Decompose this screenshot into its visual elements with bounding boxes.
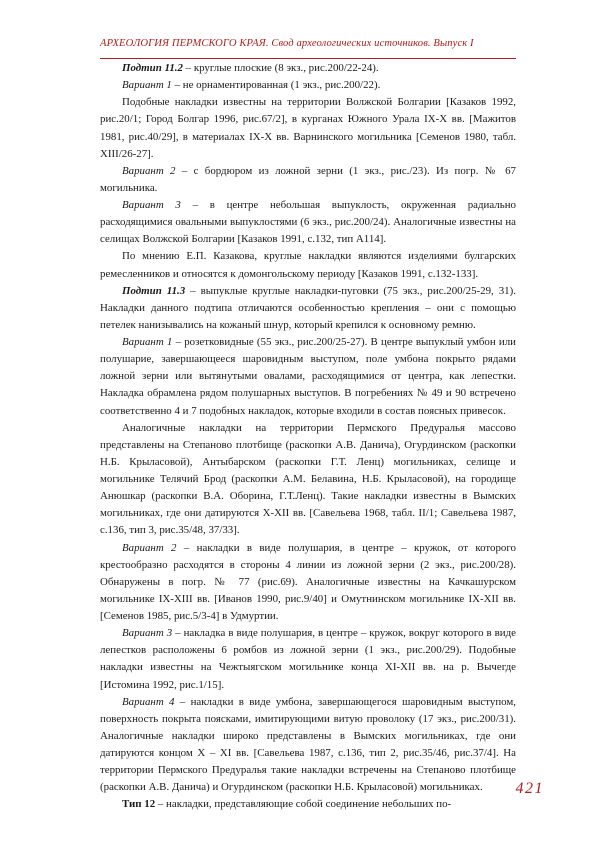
paragraph-text: – накладки в виде умбона, завершающегося шаровидным выступом, поверхность покрыта поясками, имитирующими витую проволоку (17 экз., рис.200/31). Аналогичные накладки широко представлены в Вымских могильниках, где они датируются концом X – XI вв. [Савельева 1987, с.136, тип 2, рис.35/46, рис.37/4]. На территории Пермского Предуралья такие накладки встречены на Степаново плотбище (раскопки А.В. Данича) и Огурдинском (раскопки Н.Б. Крыласовой) могильниках. bbox=[100, 695, 516, 794]
paragraph bbox=[100, 796, 516, 813]
paragraph-label: Подтип 11.3 bbox=[122, 284, 186, 297]
paragraph-text: – выпуклые круглые накладки-пуговки (75 экз., рис.200/25-29, 31). Накладки данного подтипа отличаются особенностью крепления – они с помощью петелек нанизывались на кожаный шнур, который крепился к основному ремню. bbox=[100, 284, 516, 331]
paragraph-text: – розетковидные (55 экз., рис.200/25-27). В центре выпуклый умбон или полушарие, завершающееся шаровидным выступом, поле умбона покрыто рядами ложной зерни или вытянутыми овалами, расходящимися от центра, как лепестки. Накладка обрамлена рядом полушарных выступов. В погребениях № 49 и 90 встречено соответственно 4 и 7 подобных накладок, которые входили в состав поясных привесок. bbox=[100, 336, 516, 417]
paragraph bbox=[100, 334, 516, 420]
paragraph-text: – в центре небольшая выпуклость, окруженная радиально расходящимися овальными выпуклостями (6 экз., рис.200/24). Аналогичные известны на селищах Волжской Болгарии [Казаков 1991, с.132, тип А114]. bbox=[100, 199, 516, 246]
paragraph-text: По мнению Е.П. Казакова, круглые накладки являются изделиями булгарских ремесленников и относятся к домонгольскому периоду [Казаков 1991, с.132-133]. bbox=[100, 250, 516, 280]
paragraph-text: – накладки, представляющие собой соединение небольших по- bbox=[155, 798, 452, 811]
paragraph bbox=[100, 77, 516, 94]
paragraph bbox=[100, 420, 516, 540]
paragraph-text: – круглые плоские (8 экз., рис.200/22-24). bbox=[182, 62, 379, 74]
paragraph bbox=[100, 694, 516, 797]
paragraph bbox=[100, 283, 516, 334]
paragraph bbox=[100, 540, 516, 626]
paragraph-label: Вариант 3 bbox=[122, 199, 181, 211]
header-rule bbox=[100, 58, 516, 59]
paragraph bbox=[100, 163, 516, 197]
page-body bbox=[100, 60, 516, 814]
paragraph-label: Вариант 3 bbox=[122, 627, 173, 640]
paragraph bbox=[100, 248, 516, 282]
paragraph-text: – накладки в виде полушария, в центре – кружок, от которого крестообразно расходятся в стороны 4 линии из ложной зерни (2 экз., рис.200/28). Обнаружены в погр. № 77 (рис.69). Аналогичные известны на Качкашурском могильнике IX-XIII вв. [Иванов 1990, рис.9/40] и Омутнинском могильнике IX-XII вв. [Семенов 1985, рис.5/3-4] в Удмуртии. bbox=[100, 541, 516, 622]
paragraph bbox=[100, 60, 516, 77]
paragraph-text: Аналогичные накладки на территории Пермского Предуралья массово представлены на Степаново плотбище (раскопки А.В. Данича), Огурдинском (раскопки Н.Б. Крыласовой), Антыбарском (раскопки Г.Т. Ленц) могильниках, селище и могильнике Телячий Брод (раскопки А.М. Белавина, Н.Б. Крыласовой), на городище Анюшкар (раскопки В.А. Оборина, Г.Т.Ленц). Такие накладки известны в Вымских могильниках, где они датируются X-XII вв. [Савельева 1968, табл. II/1; Савельева 1987, с.136, тип 3, рис.35/48, 37/33]. bbox=[100, 421, 516, 537]
paragraph bbox=[100, 94, 516, 163]
paragraph-text: – с бордюром из ложной зерни (1 экз., рис./23). Из погр. № 67 могильника. bbox=[100, 164, 516, 194]
paragraph bbox=[100, 197, 516, 248]
paragraph-label: Вариант 1 bbox=[122, 336, 173, 348]
paragraph-text: – накладка в виде полушария, в центре – кружок, вокруг которого в виде лепестков расположены 6 ромбов из ложной зерни (1 экз., рис.200/29). Подобные накладки известны на Чежтыягском могильнике конца XI-XII вв. на р. Вычегде [Истомина 1992, рис.1/15]. bbox=[100, 627, 517, 691]
paragraph-label: Подтип 11.2 bbox=[122, 62, 183, 74]
paragraph bbox=[100, 625, 516, 694]
page-number: 421 bbox=[515, 780, 544, 797]
paragraph-label: Вариант 4 bbox=[122, 695, 175, 708]
running-header: АРХЕОЛОГИЯ ПЕРМСКОГО КРАЯ. Свод археологических источников. Выпуск I bbox=[100, 38, 474, 49]
paragraph-text: – не орнаментированная (1 экз., рис.200/22). bbox=[171, 79, 381, 92]
paragraph-label: Вариант 2 bbox=[122, 164, 176, 177]
paragraph-text: Подобные накладки известны на территории Волжской Болгарии [Казаков 1992, рис.20/1; Город Болгар 1996, рис.67/2], в курганах Южного Урала IX-X вв. [Мажитов 1981, рис.40/29], в материалах IX-X вв. Варнинского могильника [Семенов 1980, табл. XIII/26-27]. bbox=[100, 96, 516, 160]
paragraph-label: Тип 12 bbox=[122, 798, 156, 811]
paragraph-label: Вариант 2 bbox=[122, 541, 177, 554]
paragraph-label: Вариант 1 bbox=[122, 79, 172, 92]
